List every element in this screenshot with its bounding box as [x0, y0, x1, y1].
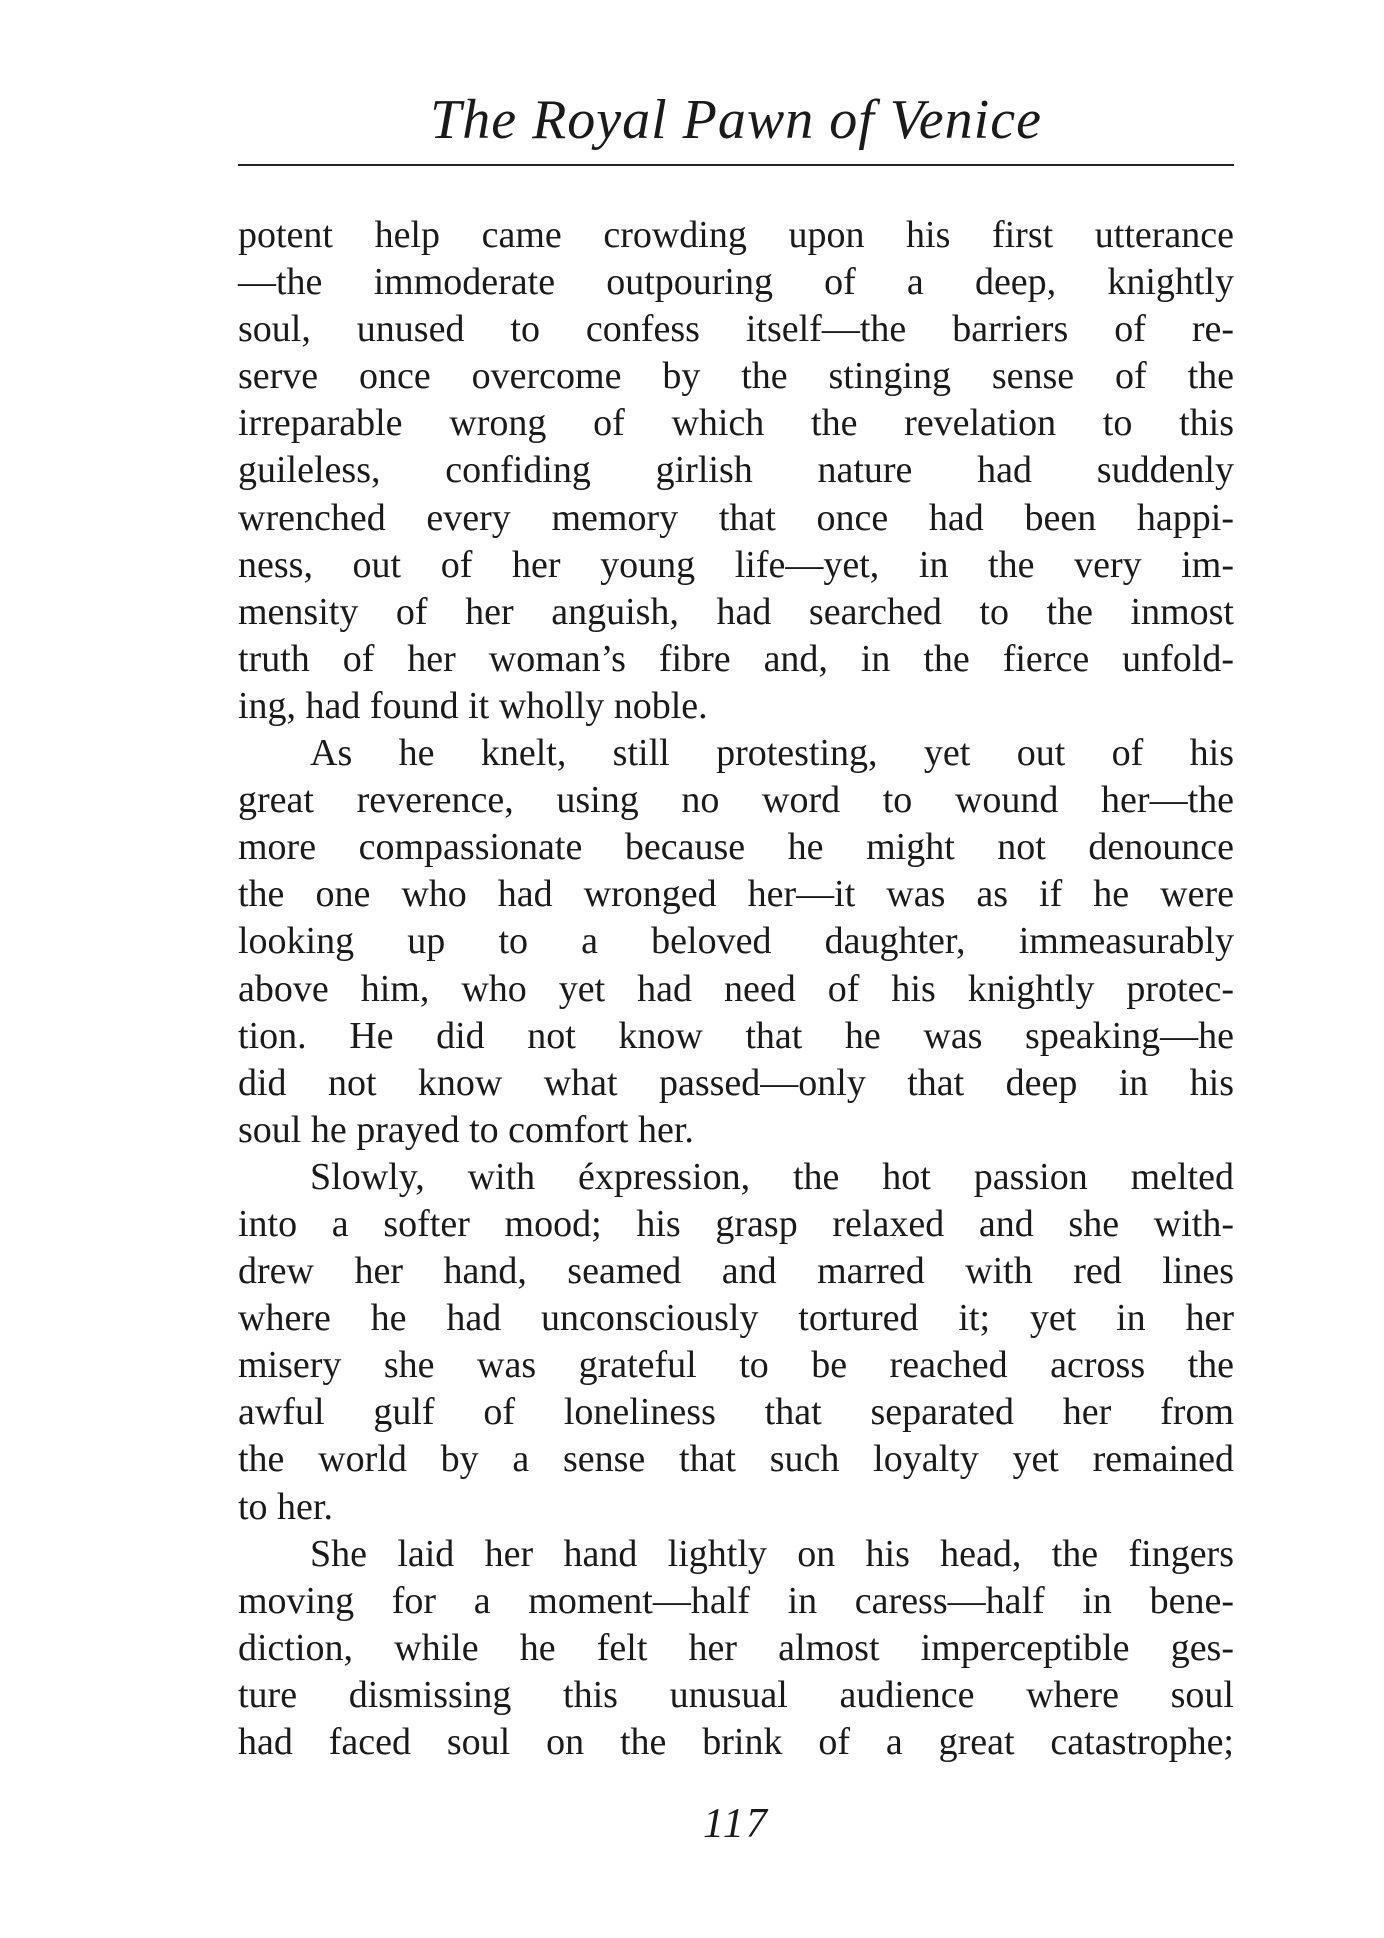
text-line: wrenched every memory that once had been happi- [238, 496, 1234, 539]
text-line: mensity of her anguish, had searched to the inmost [238, 590, 1234, 633]
text-line: had faced soul on the brink of a great catastrophe; [238, 1721, 1234, 1763]
text-line: ness, out of her young life—yet, in the very im- [238, 543, 1234, 586]
text-line: moving for a moment—half in caress—half in bene- [238, 1579, 1234, 1622]
body-text [238, 212, 1234, 1766]
text-line: the one who had wronged her—it was as if he were [238, 873, 1234, 916]
text-line: potent help came crowding upon his first utterance [238, 214, 1234, 256]
paragraph [238, 1531, 1234, 1766]
text-line: where he had unconsciously tortured it; yet in her [238, 1297, 1234, 1340]
text-line: awful gulf of loneliness that separated her from [238, 1391, 1234, 1434]
text-line: into a softer mood; his grasp relaxed and she with- [238, 1202, 1234, 1245]
text-line: looking up to a beloved daughter, immeasurably [238, 920, 1234, 963]
text-line: tion. He did not know that he was speaking—he [238, 1014, 1234, 1057]
text-line: truth of her woman’s fibre and, in the fierce unfold- [238, 637, 1234, 680]
text-line: guileless, confiding girlish nature had suddenly [238, 449, 1234, 492]
text-line: above him, who yet had need of his knightly protec- [238, 967, 1234, 1010]
text-line: serve once overcome by the stinging sense of the [238, 355, 1234, 398]
text-line: —the immoderate outpouring of a deep, knightly [238, 261, 1234, 304]
text-line: soul, unused to confess itself—the barriers of re- [238, 308, 1234, 351]
text-line: great reverence, using no word to wound her—the [238, 779, 1234, 822]
paragraph [238, 730, 1234, 1154]
text-line: more compassionate because he might not denounce [238, 826, 1234, 869]
text-line: Slowly, with éxpression, the hot passion melted [310, 1155, 1234, 1198]
text-line: irreparable wrong of which the revelation to this [238, 402, 1234, 445]
text-line: ture dismissing this unusual audience where soul [238, 1673, 1234, 1716]
paragraph [238, 212, 1234, 730]
text-line: misery she was grateful to be reached across the [238, 1344, 1234, 1387]
text-line: soul he prayed to comfort her. [238, 1108, 694, 1151]
text-line: did not know what passed—only that deep in his [238, 1061, 1234, 1104]
text-line: drew her hand, seamed and marred with red lines [238, 1250, 1234, 1293]
text-line: diction, while he felt her almost imperceptible ges- [238, 1626, 1234, 1669]
running-head: The Royal Pawn of Venice [430, 89, 1042, 151]
header-rule [238, 164, 1234, 166]
text-line: ing, had found it wholly noble. [238, 684, 708, 727]
text-line: the world by a sense that such loyalty yet remained [238, 1438, 1234, 1481]
paragraph [238, 1154, 1234, 1531]
text-line: to her. [238, 1485, 333, 1528]
text-line: As he knelt, still protesting, yet out of his [310, 732, 1234, 775]
text-line: She laid her hand lightly on his head, the fingers [310, 1532, 1234, 1575]
page-number: 117 [703, 1801, 769, 1847]
